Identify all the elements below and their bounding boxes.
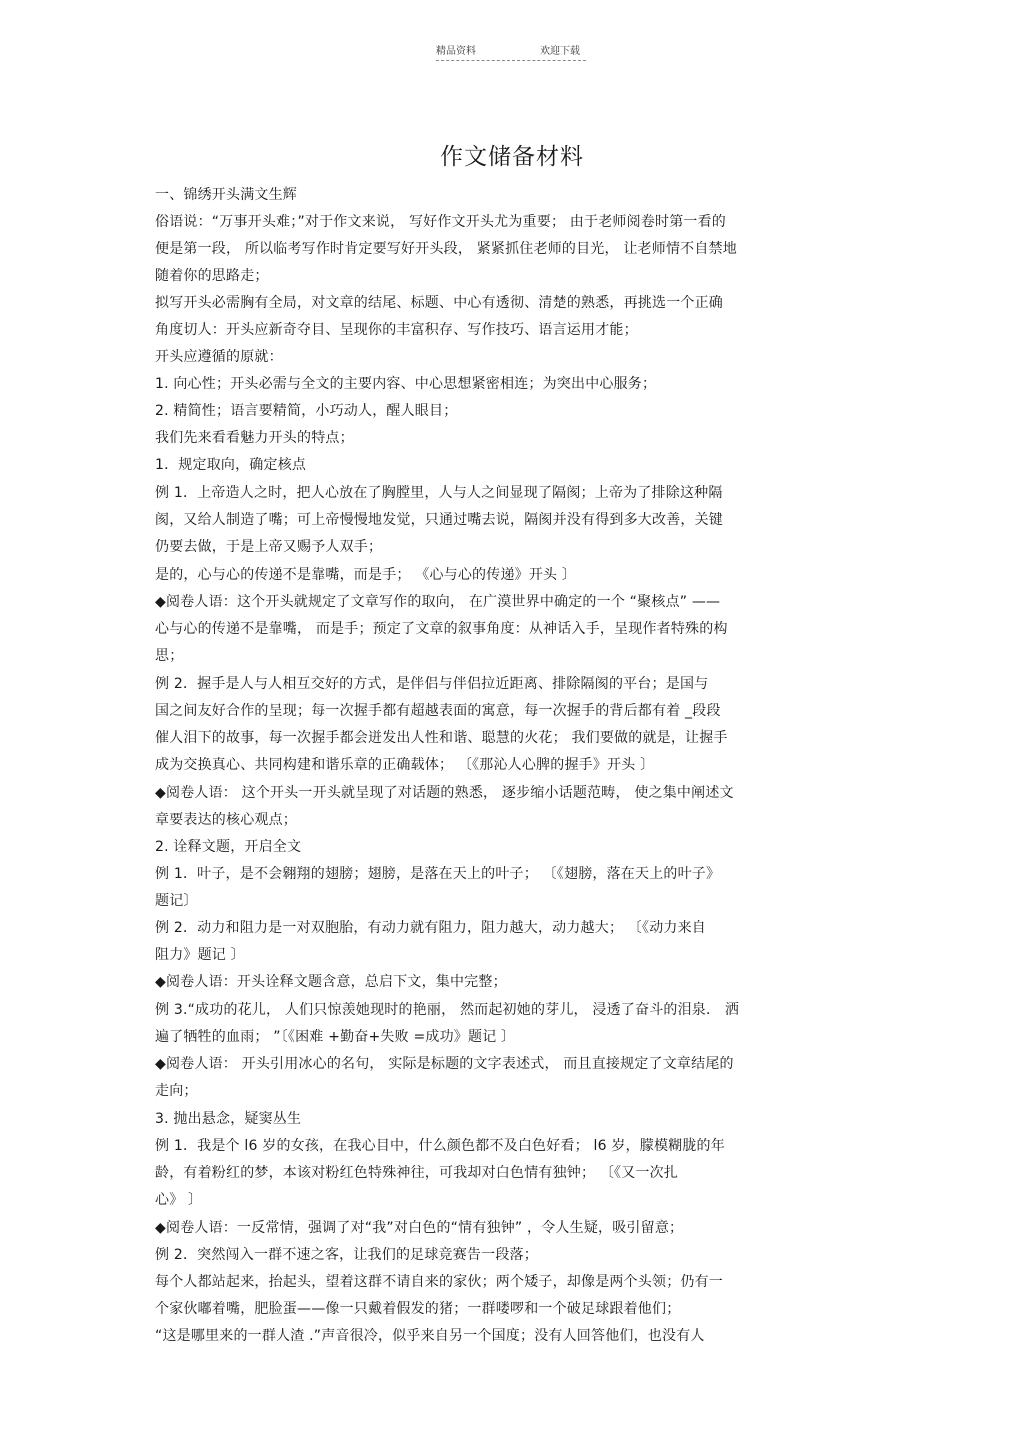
document-title: 作文储备材料: [440, 144, 584, 170]
text-line: 1．规定取向，确定核点: [155, 457, 307, 473]
text-line: 阻力》题记 〕: [155, 947, 245, 963]
text-line: 走向；: [155, 1083, 198, 1099]
text-line: 例 2．突然闯入一群不速之客，让我们的足球竞赛告一段落；: [155, 1247, 538, 1263]
text-line: ◆阅卷人语： 这个开头一开头就呈现了对话题的熟悉， 逐步缩小话题范畴， 使之集中阐述文: [155, 785, 734, 801]
page-header: [436, 42, 588, 62]
text-line: 龄，有着粉红的梦，本该对粉红色特殊神往，可我却对白色情有独钟； 〔《又一次扎: [155, 1165, 679, 1181]
text-line: 俗语说：“万事开头难；”对于作文来说， 写好作文开头尤为重要； 由于老师阅卷时第一看的: [155, 214, 727, 230]
text-line: 章要表达的核心观点；: [155, 812, 297, 828]
header-divider: [436, 60, 586, 61]
text-line: ◆阅卷人语：开头诠释文题含意，总启下文，集中完整；: [155, 974, 507, 990]
text-line: 角度切人：开头应新奇夺目、呈现你的丰富积存、写作技巧、语言运用才能；: [155, 322, 638, 338]
text-line: “这是哪里来的一群人渣 .”声音很冷，似乎来自另一个国度；没有人回答他们，也没有人: [155, 1328, 705, 1344]
text-line: ◆阅卷人语：这个开头就规定了文章写作的取向， 在广漠世界中确定的一个 “聚核点” ——: [155, 594, 721, 610]
text-line: 随着你的思路走；: [155, 268, 269, 284]
text-line: 拟写开头必需胸有全局，对文章的结尾、标题、中心有透彻、清楚的熟悉，再挑选一个正确: [155, 295, 723, 311]
text-line: 例 1．我是个 l6 岁的女孩，在我心目中，什么颜色都不及白色好看； l6 岁，朦模糊胧的年: [155, 1138, 725, 1154]
text-line: 心》 〕: [155, 1192, 203, 1208]
text-line: 1. 向心性；开头必需与全文的主要内容、中心思想紧密相连；为突出中心服务；: [155, 376, 657, 392]
header-right-text: 欢迎下载: [540, 46, 580, 57]
text-line: 思；: [155, 648, 184, 664]
text-line: 心与心的传递不是靠嘴， 而是手；预定了文章的叙事角度：从神话入手，呈现作者特殊的构: [155, 621, 728, 637]
text-line: 3. 抛出悬念，疑窦丛生: [155, 1111, 302, 1127]
text-line: ◆阅卷人语： 开头引用冰心的名句， 实际是标题的文字表述式， 而且直接规定了文章结尾的: [155, 1056, 734, 1072]
text-line: 例 2．握手是人与人相互交好的方式，是伴侣与伴侣拉近距离、排除隔阂的平台；是国与: [155, 676, 709, 692]
text-line: 便是第一段， 所以临考写作时肯定要写好开头段， 紧紧抓住老师的目光， 让老师情不自禁地: [155, 241, 737, 257]
text-line: 国之间友好合作的呈现；每一次握手都有超越表面的寓意，每一次握手的背后都有着 _段段: [155, 703, 721, 719]
text-line: 成为交换真心、共同构建和谐乐章的正确载体； 〔《那沁人心脾的握手》开头 〕: [155, 757, 655, 773]
text-line: 2. 诠释文题，开启全文: [155, 839, 302, 855]
text-line: 题记〕: [155, 893, 198, 909]
text-line: 每个人都站起来，抬起头，望着这群不请自来的家伙；两个矮子，却像是两个头领；仍有一: [155, 1274, 723, 1290]
text-line: 2. 精简性；语言要精简，小巧动人，醒人眼目；: [155, 403, 458, 419]
text-line: 例 1．上帝造人之时，把人心放在了胸膛里，人与人之间显现了隔阂；上帝为了排除这种隔: [155, 485, 723, 501]
text-line: 我们先来看看魅力开头的特点；: [155, 430, 354, 446]
text-line: 仍要去做，于是上帝又赐予人双手；: [155, 539, 383, 555]
text-line: 一、锦绣开头满文生辉: [155, 187, 297, 203]
text-line: 阂，又给人制造了嘴；可上帝慢慢地发觉，只通过嘴去说，隔阂并没有得到多大改善，关键: [155, 512, 723, 528]
text-line: 例 2．动力和阻力是一对双胞胎，有动力就有阻力，阻力越大，动力越大； 〔《动力来自: [155, 920, 707, 936]
text-line: 例 1．叶子，是不会翱翔的翅膀；翅膀，是落在天上的叶子； 〔《翅膀，落在天上的叶子》: [155, 866, 721, 882]
text-line: 遍了牺牲的血雨； ”〔《困难 +勤奋+失败 =成功》题记 〕: [155, 1029, 516, 1045]
text-line: 催人泪下的故事，每一次握手都会迸发出人性和谐、聪慧的火花； 我们要做的就是，让握手: [155, 730, 728, 746]
text-line: 开头应遵循的原就：: [155, 349, 283, 365]
text-line: 例 3.“成功的花儿， 人们只惊羡她现时的艳丽， 然而起初她的芽儿， 浸透了奋斗的泪泉． 洒: [155, 1002, 740, 1018]
text-line: 个家伙嘟着嘴，肥脸蛋——像一只戴着假发的猪；一群喽啰和一个破足球跟着他们；: [155, 1301, 681, 1317]
text-line: ◆阅卷人语：一反常情，强调了对“我”对白色的“情有独钟” ，令人生疑，吸引留意；: [155, 1220, 684, 1236]
text-line: 是的，心与心的传递不是靠嘴，而是手； 《心与心的传递》开头 〕: [155, 567, 577, 583]
header-left-text: 精品资料: [436, 46, 476, 57]
